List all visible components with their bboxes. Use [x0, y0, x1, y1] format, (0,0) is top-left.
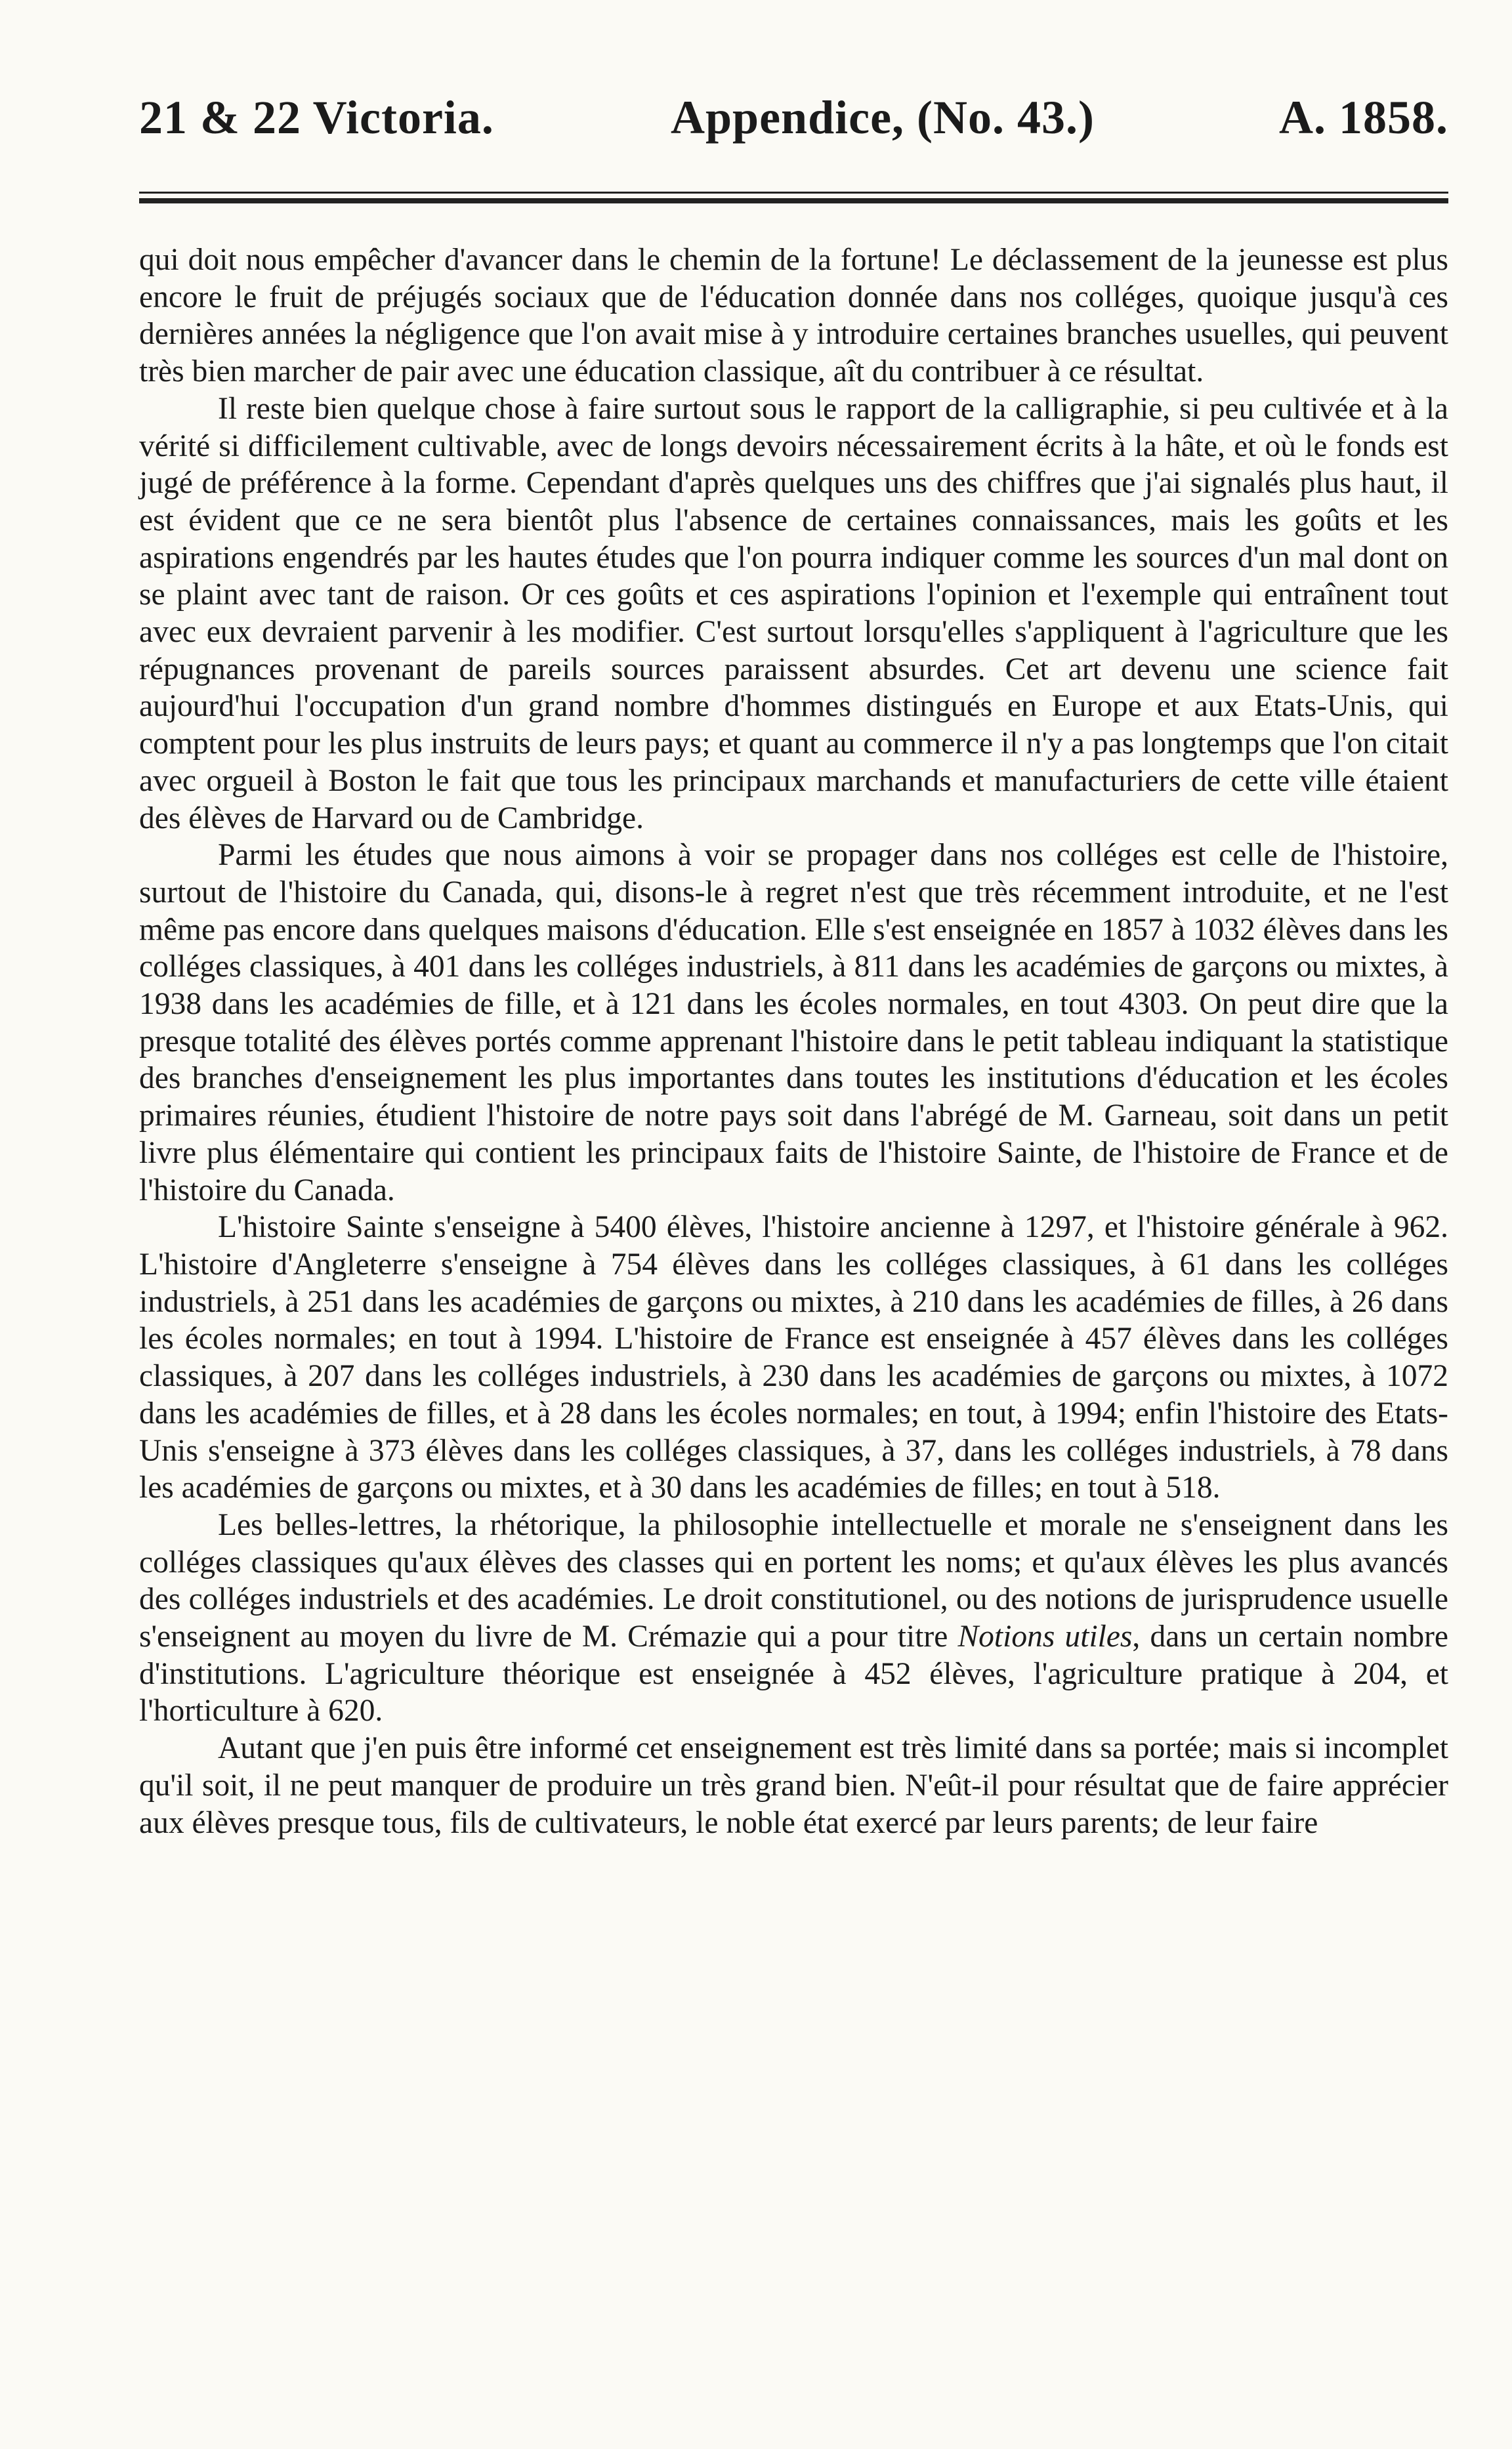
- paragraph-5-text-b: , dans un certain nombre d'institutions. L'agriculture théorique est enseignée à 452 élèves, l'agriculture pratique à 204, et l'horticulture à 620.: [139, 1620, 1448, 1728]
- paragraph-5: [139, 1507, 1448, 1730]
- paragraph-6: Autant que j'en puis être informé cet enseignement est très limité dans sa portée; mais si incomplet qu'il soit, il ne peut manquer de produire un très grand bien. N'eût-il pour résultat que de faire apprécier aux élèves presque tous, fils de cultivateurs, le noble état exercé par leurs parents; de leur faire: [139, 1731, 1448, 1840]
- running-header: [139, 91, 1448, 150]
- paragraph-5-text-a: Les belles-lettres, la rhétorique, la philosophie intellectuelle et morale ne s'enseignent dans les colléges classiques qu'aux élèves des classes qui en portent les noms; et qu'aux élèves les plus avancés des colléges industriels et des académies. Le droit constitutionel, ou des notions de jurisprudence usuelle s'enseignent au moyen du livre de M. Crémazie qui a pour titre: [139, 1507, 1448, 1654]
- header-appendix: Appendice, (No. 43.): [671, 91, 1095, 144]
- book-title-notions-utiles: Notions utiles: [957, 1620, 1133, 1654]
- header-session: 21 & 22 Victoria.: [139, 91, 494, 144]
- paragraph-3: Parmi les études que nous aimons à voir se propager dans nos colléges est celle de l'histoire, surtout de l'histoire du Canada, qui, disons-le à regret n'est que très récemment introduite, et ne l'est même pas encore dans quelques maisons d'éducation. Elle s'est enseignée en 1857 à 1032 élèves dans les colléges classiques, à 401 dans les colléges industriels, à 811 dans les académies de garçons ou mixtes, à 1938 dans les académies de fille, et à 121 dans les écoles normales, en tout 4303. On peut dire que la presque totalité des élèves portés comme apprenant l'histoire dans le petit tableau indiquant la statistique des branches d'enseignement les plus importantes dans toutes les institutions d'éducation et les écoles primaires réunies, étudient l'histoire de notre pays soit dans l'abrégé de M. Garneau, soit dans un petit livre plus élémentaire qui contient les principaux faits de l'histoire Sainte, de l'histoire de France et de l'histoire du Canada.: [139, 838, 1448, 1207]
- paragraph-2: Il reste bien quelque chose à faire surtout sous le rapport de la calligraphie, si peu cultivée et à la vérité si difficilement cultivable, avec de longs devoirs nécessairement écrits à la hâte, et où le fonds est jugé de préférence à la forme. Cependant d'après quelques uns des chiffres que j'ai signalés plus haut, il est évident que ce ne sera bientôt plus l'absence de certaines connaissances, mais les goûts et les aspirations engendrés par les hautes études que l'on pourra indiquer comme les sources d'un mal dont on se plaint avec tant de raison. Or ces goûts et ces aspirations l'opinion et l'exemple qui entraînent tout avec eux devraient parvenir à les modifier. C'est surtout lorsqu'elles s'appliquent à l'agriculture que les répugnances provenant de pareils sources paraissent absurdes. Cet art devenu une science fait aujourd'hui l'occupation d'un grand nombre d'hommes distingués en Europe et aux Etats-Unis, qui comptent pour les plus instruits de leurs pays; et quant au commerce il n'y a pas longtemps que l'on citait avec orgueil à Boston le fait que tous les principaux marchands et manufacturiers de cette ville étaient des élèves de Harvard ou de Cambridge.: [139, 391, 1448, 835]
- header-rule-thin: [139, 192, 1448, 194]
- header-year: A. 1858.: [1279, 91, 1448, 144]
- paragraph-1: qui doit nous empêcher d'avancer dans le chemin de la fortune! Le déclassement de la jeunesse est plus encore le fruit de préjugés sociaux que de l'éducation donnée dans nos colléges, quoique jusqu'à ces dernières années la négligence que l'on avait mise à y introduire certaines branches usuelles, qui peuvent très bien marcher de pair avec une éducation classique, aît du contribuer à ce résultat.: [139, 243, 1448, 389]
- document-body: [139, 241, 1448, 2427]
- header-rule-thick: [139, 198, 1448, 203]
- paragraph-4: L'histoire Sainte s'enseigne à 5400 élèves, l'histoire ancienne à 1297, et l'histoire générale à 962. L'histoire d'Angleterre s'enseigne à 754 élèves dans les colléges classiques, à 61 dans les colléges industriels, à 251 dans les académies de garçons ou mixtes, à 210 dans les académies de filles, à 26 dans les écoles normales; en tout à 1994. L'histoire de France est enseignée à 457 élèves dans les colléges classiques, à 207 dans les colléges industriels, à 230 dans les académies de garçons ou mixtes, à 1072 dans les académies de filles, et à 28 dans les écoles normales; en tout, à 1994; enfin l'histoire des Etats-Unis s'enseigne à 373 élèves dans les colléges classiques, à 37, dans les colléges industriels, à 78 dans les académies de garçons ou mixtes, et à 30 dans les académies de filles; en tout à 518.: [139, 1210, 1448, 1505]
